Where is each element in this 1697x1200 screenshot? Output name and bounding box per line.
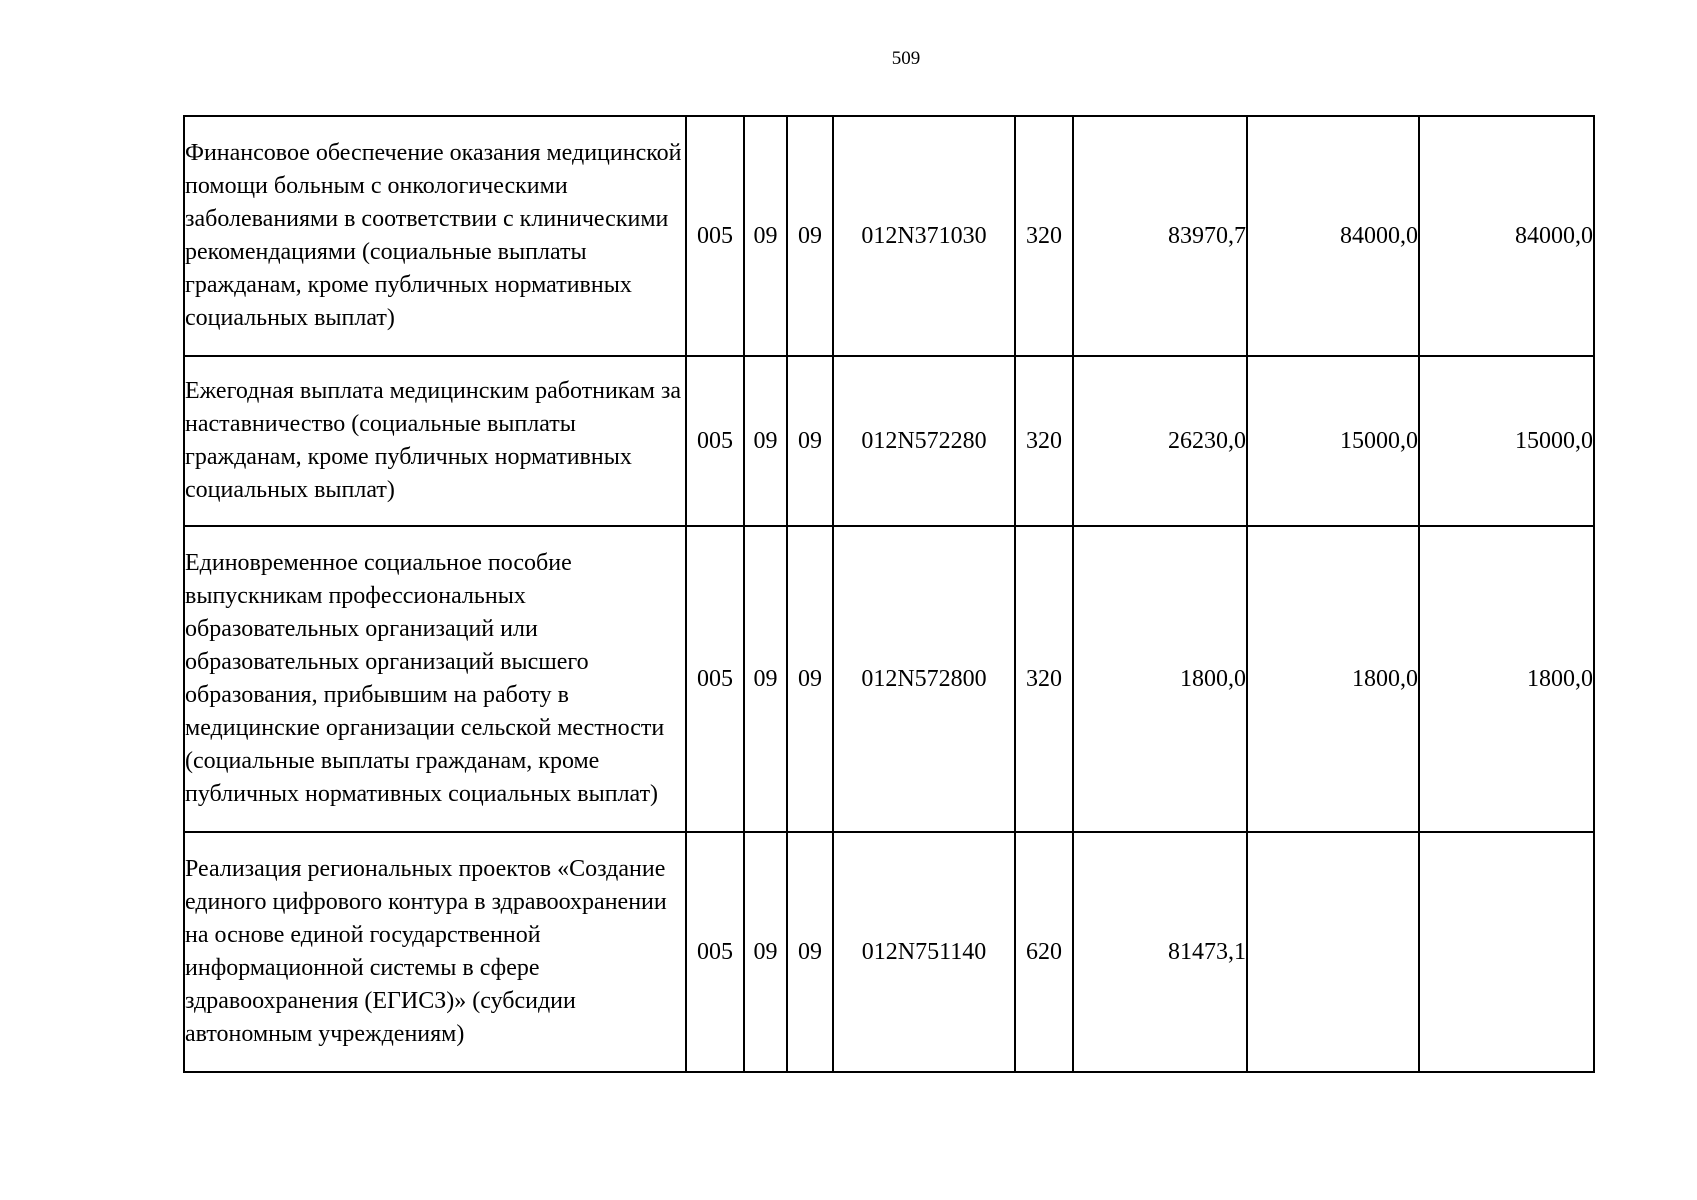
amount-year-3: 84000,0 (1419, 116, 1594, 356)
expense-type-code: 620 (1015, 832, 1073, 1072)
amount-year-1: 1800,0 (1073, 526, 1247, 832)
amount-year-1: 26230,0 (1073, 356, 1247, 526)
ministry-code: 005 (686, 116, 744, 356)
table-row (184, 832, 1594, 1072)
amount-year-3 (1419, 832, 1594, 1072)
target-article-code: 012N371030 (833, 116, 1015, 356)
section-code: 09 (744, 526, 787, 832)
expense-type-code: 320 (1015, 116, 1073, 356)
row-description: Ежегодная выплата медицинским работникам за наставничество (социальные выплаты гражданам, кроме публичных нормативных социальных выплат) (184, 356, 686, 526)
row-description: Финансовое обеспечение оказания медицинской помощи больным с онкологическими заболеваниями в соответствии с клиническими рекомендациями (социальные выплаты гражданам, кроме публичных нормативных социальных выплат) (184, 116, 686, 356)
amount-year-1: 81473,1 (1073, 832, 1247, 1072)
target-article-code: 012N751140 (833, 832, 1015, 1072)
expense-type-code: 320 (1015, 526, 1073, 832)
table-row (184, 356, 1594, 526)
amount-year-1: 83970,7 (1073, 116, 1247, 356)
page-number: 509 (891, 48, 921, 69)
section-code: 09 (744, 116, 787, 356)
subsection-code: 09 (787, 356, 833, 526)
table-row (184, 526, 1594, 832)
subsection-code: 09 (787, 116, 833, 356)
target-article-code: 012N572280 (833, 356, 1015, 526)
ministry-code: 005 (686, 526, 744, 832)
ministry-code: 005 (686, 832, 744, 1072)
target-article-code: 012N572800 (833, 526, 1015, 832)
amount-year-2 (1247, 832, 1419, 1072)
amount-year-2: 15000,0 (1247, 356, 1419, 526)
expense-type-code: 320 (1015, 356, 1073, 526)
table-row (184, 116, 1594, 356)
amount-year-2: 1800,0 (1247, 526, 1419, 832)
amount-year-3: 15000,0 (1419, 356, 1594, 526)
section-code: 09 (744, 832, 787, 1072)
subsection-code: 09 (787, 526, 833, 832)
amount-year-3: 1800,0 (1419, 526, 1594, 832)
row-description: Реализация региональных проектов «Создание единого цифрового контура в здравоохранении на основе единой государственной информационной системы в сфере здравоохранения (ЕГИСЗ)» (субсидии автономным учреждениям) (184, 832, 686, 1072)
row-description: Единовременное социальное пособие выпускникам профессиональных образовательных организаций или образовательных организаций высшего образования, прибывшим на работу в медицинские организации сельской местности (социальные выплаты гражданам, кроме публичных нормативных социальных выплат) (184, 526, 686, 832)
amount-year-2: 84000,0 (1247, 116, 1419, 356)
section-code: 09 (744, 356, 787, 526)
ministry-code: 005 (686, 356, 744, 526)
budget-table (183, 115, 1595, 1073)
subsection-code: 09 (787, 832, 833, 1072)
